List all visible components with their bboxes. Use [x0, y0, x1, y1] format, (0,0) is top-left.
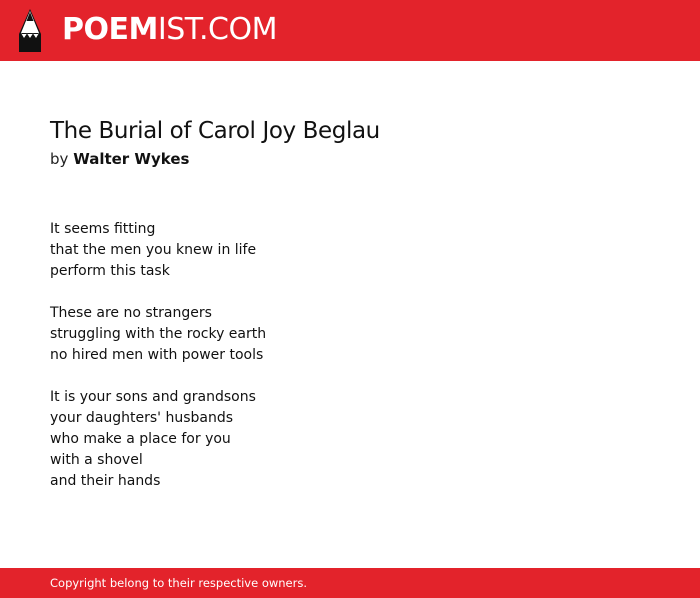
stanza [50, 219, 266, 282]
poem-line: no hired men with power tools [50, 347, 264, 363]
poem-line: and their hands [50, 473, 161, 489]
stanza [50, 303, 266, 366]
site-header [0, 0, 700, 61]
poem-line: These are no strangers [50, 305, 212, 321]
poem-line: your daughters' husbands [50, 410, 234, 426]
stanza [50, 387, 266, 492]
logo-light-text: IST.COM [157, 12, 277, 47]
poem-body [50, 219, 266, 513]
poem-line: with a shovel [50, 452, 143, 468]
author-name: Walter Wykes [73, 150, 190, 168]
site-logo[interactable] [62, 12, 277, 48]
poem-title: The Burial of Carol Joy Beglau [50, 118, 380, 144]
poem-line: It is your sons and grandsons [50, 389, 256, 405]
poem-line: struggling with the rocky earth [50, 326, 267, 342]
byline [50, 149, 189, 169]
poem-line: It seems fitting [50, 221, 156, 237]
poem-line: that the men you knew in life [50, 242, 257, 258]
site-footer [0, 568, 700, 598]
copyright-text: Copyright belong to their respective owners. [50, 576, 308, 590]
logo-bold-text: POEM [62, 12, 158, 47]
pencil-logo-icon[interactable] [17, 9, 43, 52]
poem-line: perform this task [50, 263, 170, 279]
by-prefix: by [50, 150, 69, 168]
poem-line: who make a place for you [50, 431, 231, 447]
